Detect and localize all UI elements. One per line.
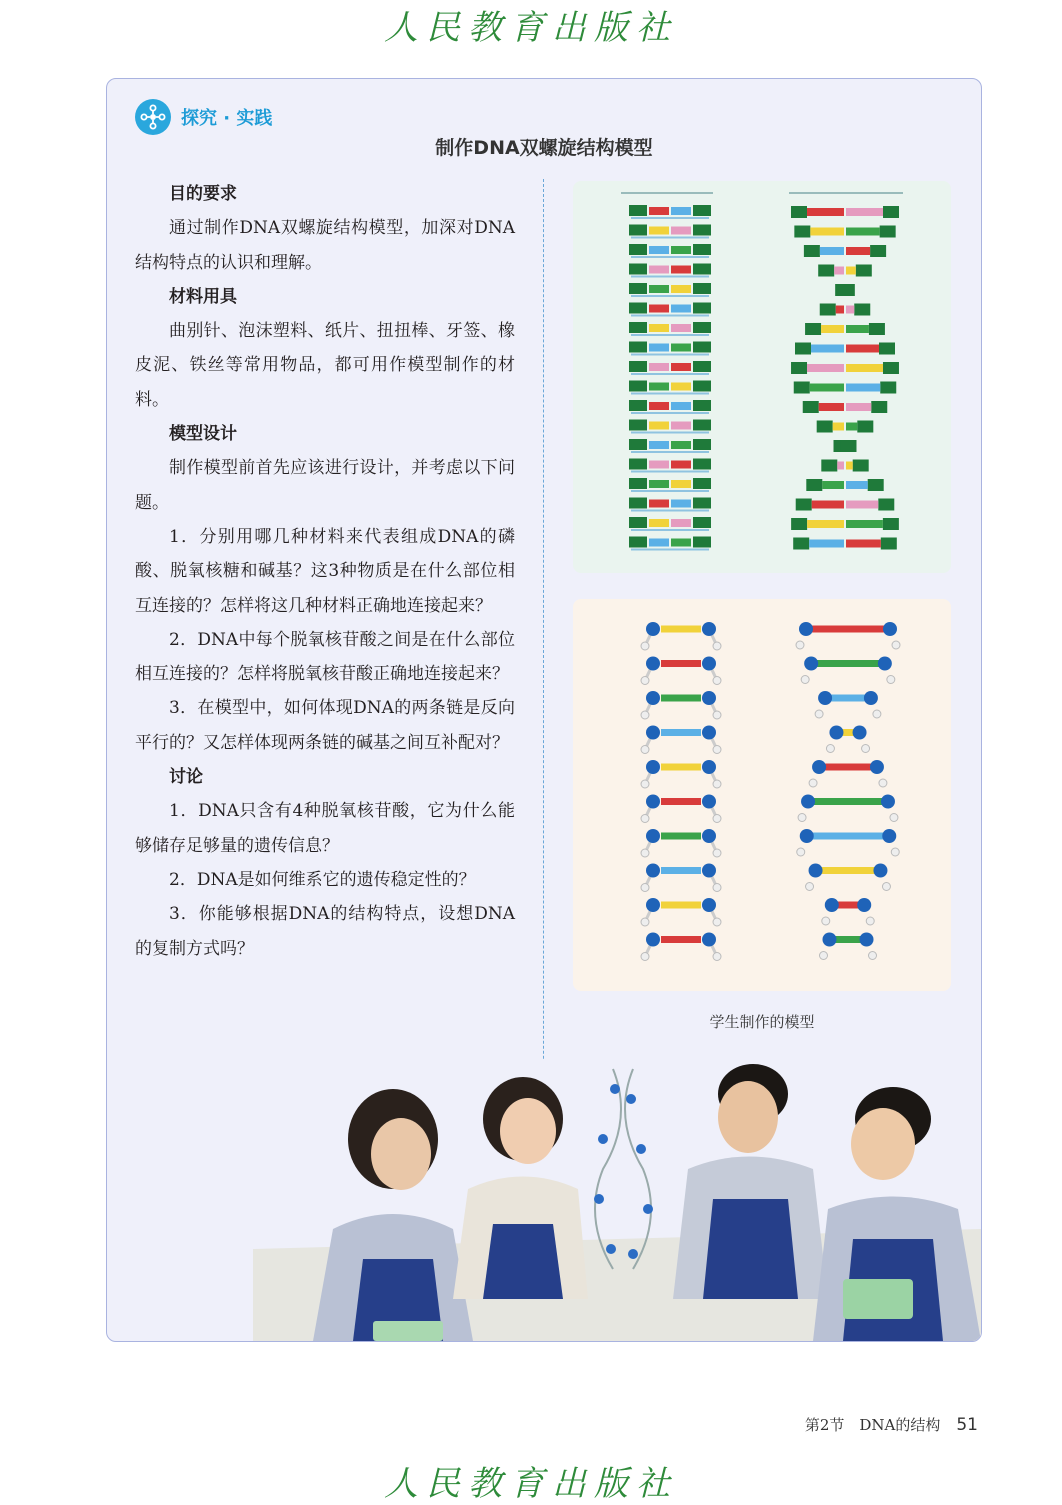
section-header	[135, 99, 272, 135]
publisher-watermark-bottom: 人民教育出版社	[384, 1464, 678, 1504]
activity-title: 制作DNA双螺旋结构模型	[435, 137, 653, 159]
column-divider	[543, 179, 544, 1169]
footer-section: 第2节 DNA的结构	[804, 1416, 941, 1434]
section-heading: 模型设计	[169, 424, 237, 445]
paragraph: 2．DNA中每个脱氧核苷酸之间是在什么部位相互连接的？怎样将脱氧核苷酸正确地连接起来？	[135, 629, 515, 685]
publisher-watermark-top: 人民教育出版社	[384, 8, 678, 48]
photo-caption: 学生制作的模型	[709, 1013, 815, 1031]
paragraph: 1．分别用哪几种材料来代表组成DNA的磷酸、脱氧核糖和碱基？这3种物质是在什么部位相互连接的？怎样将这几种材料正确地连接起来？	[135, 526, 515, 616]
page-number: 51	[956, 1415, 978, 1435]
section-heading: 讨论	[169, 767, 203, 788]
activity-panel	[106, 78, 982, 1342]
paragraph: 3．你能够根据DNA的结构特点，设想DNA的复制方式吗？	[135, 904, 515, 959]
paper-dna-model-photo	[573, 181, 951, 573]
students-photo	[253, 1059, 981, 1341]
section-heading: 材料用具	[169, 286, 237, 307]
activity-text	[135, 177, 515, 966]
section-heading: 目的要求	[169, 184, 237, 204]
paragraph: 通过制作DNA双螺旋结构模型，加深对DNA结构特点的认识和理解。	[135, 218, 515, 273]
section-label: 探究 · 实践	[181, 108, 273, 129]
page-footer	[805, 1414, 978, 1435]
paragraph: 3．在模型中，如何体现DNA的两条链是反向平行的？又怎样体现两条链的碱基之间互补配对？	[135, 698, 515, 753]
paragraph: 2．DNA是如何维系它的遗传稳定性的？	[169, 869, 476, 890]
paragraph: 曲别针、泡沫塑料、纸片、扭扭棒、牙签、橡皮泥、铁丝等常用物品，都可用作模型制作的材料。	[135, 321, 515, 410]
ball-stick-dna-model-photo	[573, 599, 951, 991]
molecule-icon	[135, 99, 171, 135]
paragraph: 制作模型前首先应该进行设计，并考虑以下问题。	[135, 458, 515, 513]
paragraph: 1．DNA只含有4种脱氧核苷酸，它为什么能够储存足够量的遗传信息？	[135, 801, 515, 856]
